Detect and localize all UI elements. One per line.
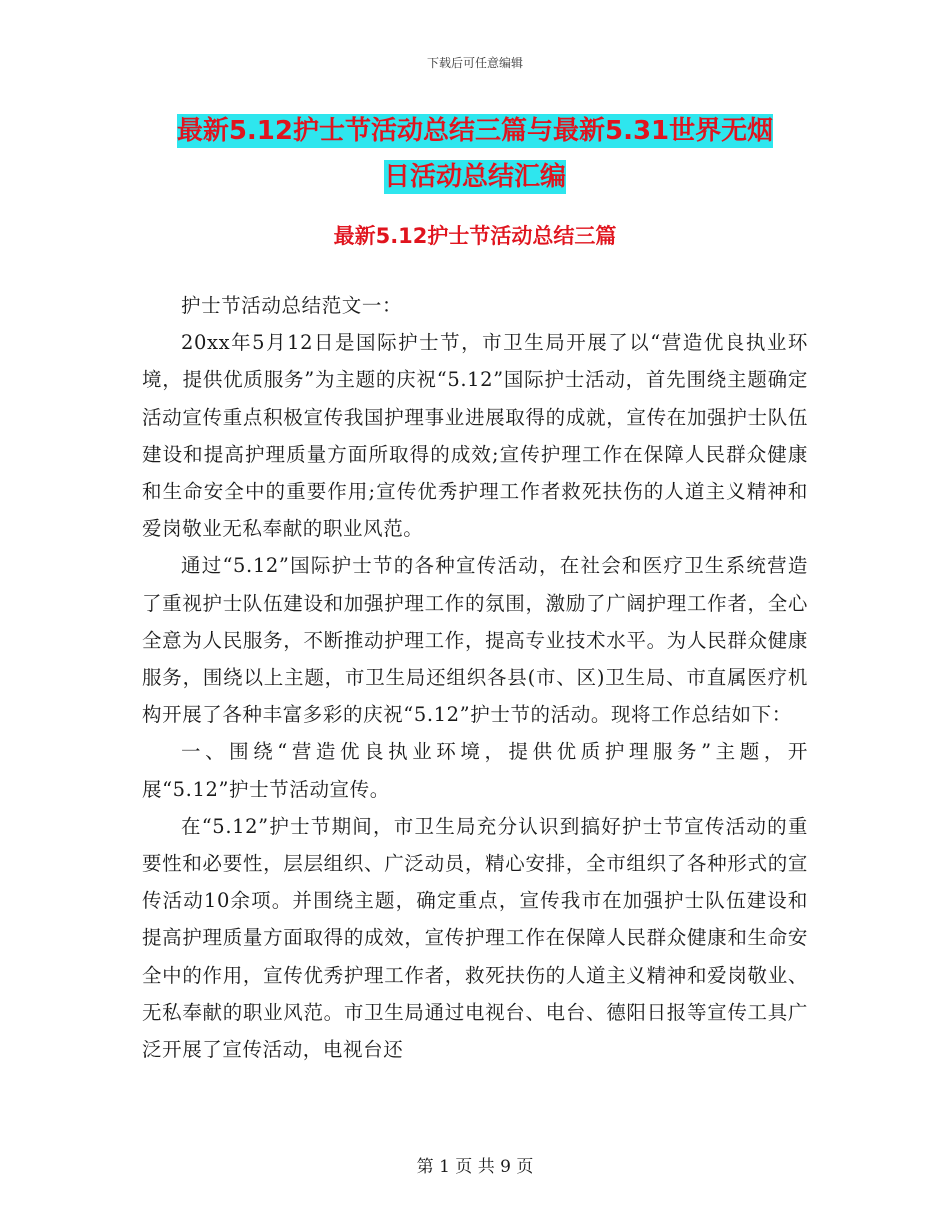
page-header-note: 下载后可任意编辑 — [426, 56, 523, 70]
page-footer: 第 1 页 共 9 页 — [416, 1157, 534, 1177]
document-title-line-1 — [0, 108, 950, 154]
paragraph: 20xx年5月12日是国际护士节，市卫生局开展了以“营造优良执业环境，提供优质服务”为主题的庆祝“5.12”国际护士活动，首先围绕主题确定活动宣传重点积极宣传我国护理事业进展取得的成就，宣传在加强护士队伍建设和提高护理质量方面所取得的成效;宣传护理工作在保障人民群众健康和生命安全中的重要作用;宣传优秀护理工作者救死扶伤的人道主义精神和爱岗敬业无私奉献的职业风范。 — [142, 331, 808, 541]
title-highlight-1: 最新5.12护士节活动总结三篇与最新5.31世界无烟 — [176, 116, 774, 146]
paragraph: 一、围绕“营造优良执业环境，提供优质护理服务”主题，开展“5.12”护士节活动宣传。 — [142, 740, 808, 801]
document-body — [142, 287, 808, 1068]
document-title-line-2 — [0, 154, 950, 200]
paragraph: 在“5.12”护士节期间，市卫生局充分认识到搞好护士节宣传活动的重要性和必要性，层层组织、广泛动员，精心安排，全市组织了各种形式的宣传活动10余项。并围绕主题，确定重点，宣传我市在加强护士队伍建设和提高护理质量方面取得的成效，宣传护理工作在保障人民群众健康和生命安全中的作用，宣传优秀护理工作者，救死扶伤的人道主义精神和爱岗敬业、无私奉献的职业风范。市卫生局通过电视台、电台、德阳日报等宣传工具广泛开展了宣传活动，电视台还 — [142, 814, 808, 1062]
title-highlight-2: 日活动总结汇编 — [383, 162, 566, 192]
section-title: 最新5.12护士节活动总结三篇 — [333, 224, 617, 248]
document-title — [0, 108, 950, 200]
paragraph: 通过“5.12”国际护士节的各种宣传活动，在社会和医疗卫生系统营造了重视护士队伍建设和加强护理工作的氛围，激励了广阔护理工作者，全心全意为人民服务，不断推动护理工作，提高专业技术水平。为人民群众健康服务，围绕以上主题，市卫生局还组织各县(市、区)卫生局、市直属医疗机构开展了各种丰富多彩的庆祝“5.12”护士节的活动。现将工作总结如下： — [142, 554, 808, 727]
paragraph: 护士节活动总结范文一： — [181, 294, 403, 317]
